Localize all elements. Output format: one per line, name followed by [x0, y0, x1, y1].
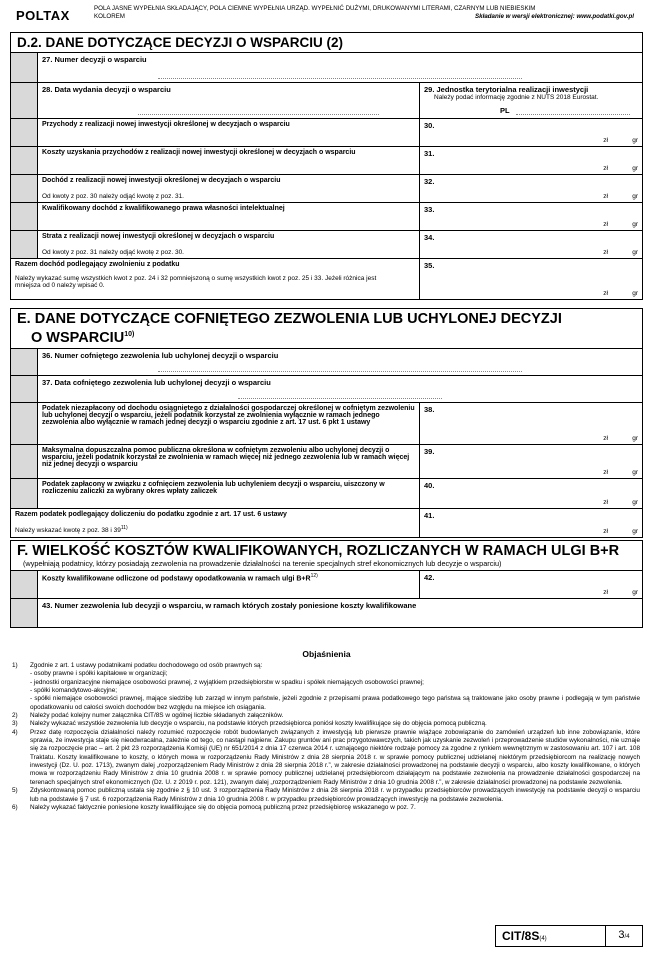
field-42[interactable]: 42. zł gr: [424, 573, 638, 596]
section-f-subtitle: (wypełniają podatnicy, którzy posiadają zezwolenia na prowadzenie działalności na terenie specjalnych stref ekonomicznych lub decyzje o wsparciu): [23, 559, 502, 568]
explanation-number: 5): [12, 787, 18, 795]
label-33: Kwalifikowany dochód z kwalifikowanego prawa własności intelektualnej: [38, 203, 420, 230]
explanation-number: 2): [12, 712, 18, 720]
field-27[interactable]: [38, 53, 642, 82]
field-39[interactable]: 39. zł gr: [424, 446, 638, 476]
explanation-number: 3): [12, 720, 18, 728]
explanation-item: [12, 720, 640, 728]
explanation-number: 1): [12, 662, 18, 669]
explanation-number: [12, 687, 30, 695]
label-39: Maksymalna dopuszczalna pomoc publiczna określona w cofniętym zezwoleniu albo uchylonej decyzji o wsparciu, jeżeli podatnik korzystał ze zwolnienia w ramach więcej niż jednego zezwolenia lub w ramach więcej niż jednej decyzji o wsparciu: [38, 445, 420, 478]
row-field-28-29: [11, 83, 642, 119]
explanation-item: [12, 712, 640, 720]
explanation-text: Należy podać kolejny numer załącznika CIT/8S w ogólnej liczbie składanych załączników.: [30, 712, 284, 720]
explanation-text: Zdyskontowaną pomoc publiczną ustala się zgodnie z § 10 ust. 3 rozporządzenia Rady Ministrów z dnia 28 sierpnia 2018 r. w przypadku przedsiębiorców prowadzących inwestycję na podstawie decyzji o wsparciu lub na podstawie § 7 ust. 6 rozporządzenia Rady Ministrów z dnia 10 grudnia 2008 r. w przypadku przedsiębiorców prowadzących inwestycję na podstawie zezwolenia.: [30, 787, 640, 803]
explanation-number: [12, 679, 30, 687]
field-28[interactable]: [38, 83, 420, 118]
explanation-number: [12, 695, 30, 712]
explanation-item: [12, 679, 640, 687]
section-d2-title: D.2. DANE DOTYCZĄCE DECYZJI O WSPARCIU (2): [11, 33, 642, 53]
explanations-title: Objaśnienia: [302, 649, 351, 659]
field-36[interactable]: 36. Numer cofniętego zezwolenia lub uchylonej decyzji o wsparciu: [38, 349, 642, 375]
field-41[interactable]: 41. zł gr: [424, 510, 638, 535]
explanation-number: [12, 670, 30, 678]
row-field-36: [11, 349, 642, 376]
explanation-text: Należy wykazać faktycznie poniesione koszty kwalifikujące się do objęcia pomocą publiczną przez przedsiębiorcę wskazanego w poz. 7.: [30, 803, 416, 811]
explanation-number: 4): [12, 728, 18, 736]
explanation-item: [12, 804, 640, 812]
row-field-42: [11, 571, 642, 599]
fill-instructions-line1: POLA JASNE WYPEŁNIA SKŁADAJĄCY, POLA CIEMNE WYPEŁNIA URZĄD. WYPEŁNIĆ DUŻYMI, DRUKOWANYMI LITERAMI, CZARNYM LUB NIEBIESKIM: [94, 5, 536, 12]
label-41: Razem podatek podlegający doliczeniu do podatku zgodnie z art. 17 ust. 6 ustawy Należy wskazać kwotę z poz. 38 i 39$^{11)}$: [11, 509, 420, 537]
field-43[interactable]: 43. Numer zezwolenia lub decyzji o wsparciu, w ramach których zostały poniesione koszty kwalifikowane: [42, 601, 417, 610]
label-31: Koszty uzyskania przychodów z realizacji nowej inwestycji określonej w decyzjach o wsparciu: [38, 147, 420, 174]
field-32[interactable]: 32. zł gr: [424, 177, 638, 200]
field-40[interactable]: 40. zł gr: [424, 480, 638, 506]
row-field-32: [11, 175, 642, 203]
fill-instructions-line2: KOLOREM: [94, 12, 125, 20]
explanation-text: - jednostki organizacyjne niemające osobowości prawnej, z wyjątkiem przedsiębiorstw w spadku i spółek niemających osobowości prawnej;: [30, 678, 424, 686]
explanation-text: Przez datę rozpoczęcia działalności należy rozumieć rozpoczęcie robót budowlanych związanych z inwestycją lub pierwsze prawnie wiążące zobowiązanie do zamówień urządzeń lub inne zobowiązanie, które sprawia, że inwestycja staje się nieodwracalna, zależnie od tego, co nastąpi najpierw. Zakupu gruntów ani prac przygotowawczych, takich jak uzyskanie zezwoleń i przeprowadzenie studiów wykonalności, nie uznaje się za rozpoczęcie prac – art. 2 pkt 23 rozporządzenia Komisji (UE) nr 651/2014 z dnia 17 czerwca 2014 r. uznającego niektóre rodzaje pomocy za zgodne z rynkiem wewnętrznym w zastosowaniu art. 107 i art. 108 Traktatu. Koszty kwalifikowane to koszty, o których mowa w rozporządzeniu Rady Ministrów z dnia 28 sierpnia 2018 r. w sprawie pomocy publicznej udzielanej niektórym przedsiębiorcom na realizację nowych inwestycji (Dz. U. poz. 1713), zwanym dalej „rozporządzeniem Rady Ministrów z dnia 28 sierpnia 2018 r.”, w zakresie działalności prowadzonej na podstawie decyzji o wsparciu, albo koszty kwalifikowane, o których mowa w rozporządzeniu Rady Ministrów z dnia 10 grudnia 2008 r. w sprawie pomocy publicznej udzielanej przedsiębiorcom działającym na podstawie zezwolenia na prowadzenie działalności gospodarczej na terenach specjalnych stref ekonomicznych (Dz. U. z 2019 r. poz. 121), zwanym dalej „rozporządzeniem Rady Ministrów z dnia 10 grudnia 2008 r.”, w zakresie działalności prowadzonej na podstawie zezwolenia.: [30, 728, 640, 786]
label-30: Przychody z realizacji nowej inwestycji określonej w decyzjach o wsparciu: [38, 119, 420, 146]
field-29[interactable]: [420, 83, 642, 118]
row-field-37: [11, 376, 642, 403]
field-28-label: 28. Data wydania decyzji o wsparciu: [42, 85, 171, 94]
label-32: Dochód z realizacji nowej inwestycji określonej w decyzjach o wsparciu Od kwoty z poz. 30 należy odjąć kwotę z poz. 31.: [38, 175, 420, 202]
explanation-item: [12, 687, 640, 695]
field-34[interactable]: 34. zł gr: [424, 233, 638, 256]
row-field-30: [11, 119, 642, 147]
explanation-item: [12, 662, 640, 670]
field-33[interactable]: 33. zł gr: [424, 205, 638, 228]
explanation-item: [12, 695, 640, 712]
electronic-filing-note: Składanie w wersji elektronicznej: www.podatki.gov.pl: [475, 13, 634, 20]
section-f-title: F. WIELKOŚĆ KOSZTÓW KWALIFIKOWANYCH, ROZLICZANYCH W RAMACH ULGI B+R (wypełniają podatnicy, którzy posiadają zezwolenia na prowadzenie działalności na terenie specjalnych stref ekonomicznych lub decyzje o wsparciu): [11, 541, 642, 571]
row-field-33: [11, 203, 642, 231]
row-field-39: [11, 445, 642, 479]
field-37[interactable]: 37. Data cofniętego zezwolenia lub uchylonej decyzji o wsparciu: [38, 376, 642, 402]
explanation-text: - spółki komandytowo-akcyjne;: [30, 687, 118, 695]
section-e: [10, 308, 643, 538]
field-35[interactable]: 35. zł gr: [424, 261, 638, 297]
label-42: Koszty kwalifikowane odliczone od podstawy opodatkowania w ramach ulgi $B+R^{12)}$: [38, 571, 420, 598]
form-code: CIT/8S(4): [496, 926, 606, 946]
explanation-item: [12, 729, 640, 787]
label-35: Razem dochód podlegający zwolnieniu z podatku Należy wykazać sumę wszystkich kwot z poz. 24 i 32 pomniejszoną o sumę wszystkich kwot z poz. 25 i 33. Jeżeli różnica jest mniejsza od 0 należy wpisać 0.: [11, 259, 420, 299]
row-field-41: [11, 509, 642, 537]
explanations-list: [12, 662, 640, 812]
fill-instructions: [94, 5, 634, 20]
row-field-43: [11, 599, 642, 627]
label-34: Strata z realizacji nowej inwestycji określonej w decyzjach o wsparciu Od kwoty z poz. 31 należy odjąć kwotę z poz. 30.: [38, 231, 420, 258]
field-30[interactable]: 30. zł gr: [424, 121, 638, 144]
field-38[interactable]: 38. zł gr: [424, 404, 638, 442]
label-40: Podatek zapłacony w związku z cofnięciem zezwolenia lub uchyleniem decyzji o wsparciu, uiszczony w rozliczeniu zaliczki za wybrany okres wpłaty zaliczek: [38, 479, 420, 508]
form-footer: [495, 925, 643, 947]
field-29-hint: Należy podać informację zgodnie z NUTS 2018 Eurostat.: [434, 94, 599, 101]
brand-label: POLTAX: [16, 8, 70, 23]
explanation-text: - osoby prawne i spółki kapitałowe w organizacji;: [30, 670, 168, 678]
row-field-35: [11, 259, 642, 299]
row-field-38: [11, 403, 642, 445]
section-e-title: E. DANE DOTYCZĄCE COFNIĘTEGO ZEZWOLENIA LUB UCHYLONEJ DECYZJI O WSPARCIU$^{10)}$: [11, 309, 642, 349]
explanation-number: 6): [12, 803, 18, 811]
form-header: [10, 4, 643, 30]
field-27-label: 27. Numer decyzji o wsparciu: [42, 55, 147, 64]
field-31[interactable]: 31. zł gr: [424, 149, 638, 172]
row-field-40: [11, 479, 642, 509]
page-number: 3/4: [618, 929, 630, 941]
section-f: [10, 540, 643, 628]
explanation-text: Należy wykazać wszystkie zezwolenia lub decyzje o wsparciu, na podstawie których przedsiębiorca poniósł koszty kwalifikujące się do objęcia pomocą publiczną.: [30, 720, 487, 728]
field-29-label: 29. Jednostka terytorialna realizacji inwestycji: [424, 85, 589, 94]
explanation-item: [12, 670, 640, 678]
row-field-31: [11, 147, 642, 175]
row-field-34: [11, 231, 642, 259]
explanation-text: - spółki niemające osobowości prawnej, mające siedzibę lub zarząd w innym państwie, jeżeli zgodnie z przepisami prawa podatkowego tego państwa są traktowane jako osoby prawne i podlegają w tym państwie opodatkowaniu od całości swoich dochodów bez względu na miejsce ich osiągania.: [30, 695, 640, 711]
country-code-pl: PL: [500, 106, 510, 115]
row-field-27: [11, 53, 642, 83]
section-d2: [10, 32, 643, 300]
explanation-text: Zgodnie z art. 1 ustawy podatnikami podatku dochodowego od osób prawnych są:: [30, 662, 263, 669]
explanation-item: [12, 787, 640, 804]
label-38: Podatek niezapłacony od dochodu osiągniętego z działalności gospodarczej określonej w cofniętym zezwoleniu lub uchylonej decyzji o wsparciu, jeżeli podatnik korzystał ze zwolnienia wyłącznie w ramach jednego zezwolenia albo wyłącznie w ramach jednej decyzji o wsparciu zgodnie z art. 17 ust. 6 pkt 1 ustawy: [38, 403, 420, 444]
